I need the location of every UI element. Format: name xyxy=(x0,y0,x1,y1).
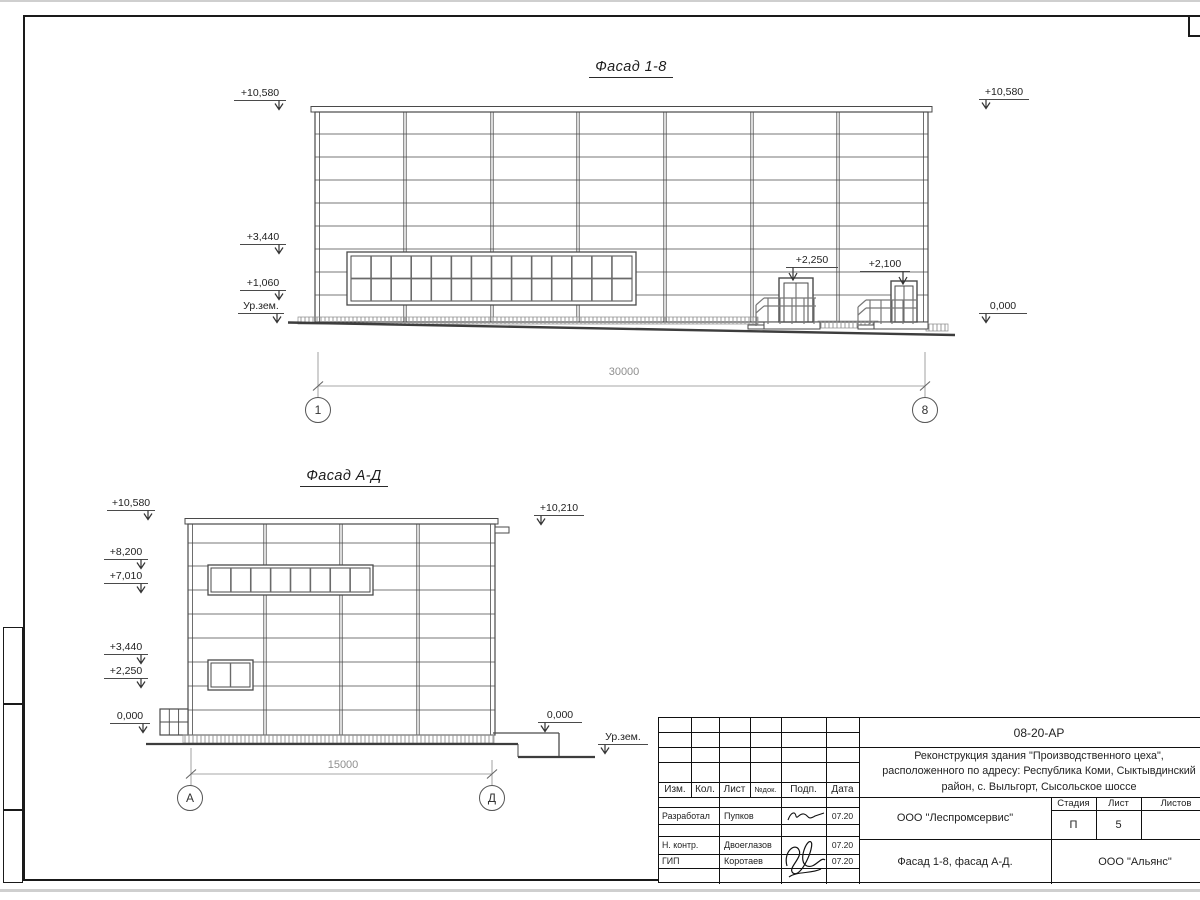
elevation-mark: +3,440 xyxy=(240,231,286,245)
elevation-mark: +8,200 xyxy=(104,546,148,560)
elevation-mark: +2,250 xyxy=(104,665,148,679)
tb-stage-value: П xyxy=(1069,818,1078,831)
tb-col-kol: Кол. xyxy=(695,784,715,795)
frame-margin-boxes xyxy=(3,627,23,883)
elevation-arrow-icon xyxy=(787,267,799,283)
axis-bubble: 8 xyxy=(912,397,938,423)
tb-name: Коротаев xyxy=(724,856,763,866)
dimension-text: 15000 xyxy=(315,759,371,771)
tb-name: Двоеглазов xyxy=(724,840,772,850)
tb-date: 07.20 xyxy=(831,810,854,821)
paper-edge-bottom xyxy=(0,889,1200,892)
tb-date: 07.20 xyxy=(831,840,854,850)
tb-col-ndok: №док. xyxy=(754,785,777,794)
elevation-arrow-icon xyxy=(539,722,551,734)
elevation-mark: +10,210 xyxy=(534,502,584,516)
elevation-arrow-icon xyxy=(137,723,149,735)
elevation-mark: 0,000 xyxy=(110,710,150,724)
elevation-mark: +3,440 xyxy=(104,641,148,655)
tb-col-data: Дата xyxy=(831,784,854,795)
elevation-arrow-icon xyxy=(980,313,992,325)
elevation-mark: 0,000 xyxy=(979,300,1027,314)
title-block xyxy=(658,717,1200,883)
door-elevation-mark: +2,100 xyxy=(860,258,910,272)
facade-a-d-title: Фасад А-Д xyxy=(274,468,414,487)
tb-col-podp: Подп. xyxy=(790,784,817,795)
tb-col-list: Лист xyxy=(723,784,746,795)
axis-bubble: 1 xyxy=(305,397,331,423)
elevation-arrow-icon xyxy=(535,515,547,527)
elevation-arrow-icon xyxy=(599,744,611,756)
elevation-arrow-icon xyxy=(271,313,283,325)
tb-role: ГИП xyxy=(662,856,680,866)
elevation-arrow-icon xyxy=(135,583,147,595)
facade-1-8-title: Фасад 1-8 xyxy=(561,59,701,78)
elevation-arrow-icon xyxy=(273,244,285,256)
tb-col-izm: Изм. xyxy=(664,784,686,795)
ground-level-mark: Ур.зем. xyxy=(598,731,648,745)
tb-stage-label: Стадия xyxy=(1057,798,1090,809)
signature xyxy=(785,809,827,824)
tb-organization: ООО "Леспромсервис" xyxy=(896,812,1014,824)
elevation-mark: 0,000 xyxy=(538,709,582,723)
elevation-mark: +10,580 xyxy=(234,87,286,101)
tb-sheet-title: Фасад 1-8, фасад А-Д. xyxy=(897,855,1013,868)
elevation-arrow-icon xyxy=(135,678,147,690)
elevation-mark: +1,060 xyxy=(240,277,286,291)
tb-date: 07.20 xyxy=(831,856,854,866)
axis-bubble: Д xyxy=(479,785,505,811)
signature xyxy=(781,836,829,882)
tb-project-name: Реконструкция здания "Производственного цеха", расположенного по адресу: Республика Коми, Сыктывдинский район, с. Выльгорт, Сысольское шоссе xyxy=(882,749,1196,793)
tb-customer: ООО "Альянс" xyxy=(1098,855,1172,868)
elevation-arrow-icon xyxy=(142,510,154,522)
tb-name: Пупков xyxy=(724,810,754,821)
axis-bubble: А xyxy=(177,785,203,811)
tb-sheet-number: 5 xyxy=(1115,818,1122,831)
tb-role: Н. контр. xyxy=(662,840,699,850)
tb-list-label: Лист xyxy=(1108,798,1129,809)
tb-document-code: 08-20-АР xyxy=(1013,725,1065,740)
elevation-mark: +10,580 xyxy=(107,497,155,511)
tb-listov-label: Листов xyxy=(1160,798,1192,809)
paper-edge-top xyxy=(0,0,1200,2)
elevation-arrow-icon xyxy=(980,99,992,111)
ground-level-mark: Ур.зем. xyxy=(238,300,284,314)
tb-role: Разработал xyxy=(662,810,710,821)
elevation-mark: +10,580 xyxy=(979,86,1029,100)
elevation-arrow-icon xyxy=(273,100,285,112)
dimension-text: 30000 xyxy=(596,366,652,378)
door-elevation-mark: +2,250 xyxy=(786,254,838,268)
elevation-mark: +7,010 xyxy=(104,570,148,584)
frame-corner-box xyxy=(1188,15,1200,37)
elevation-arrow-icon xyxy=(897,271,909,287)
